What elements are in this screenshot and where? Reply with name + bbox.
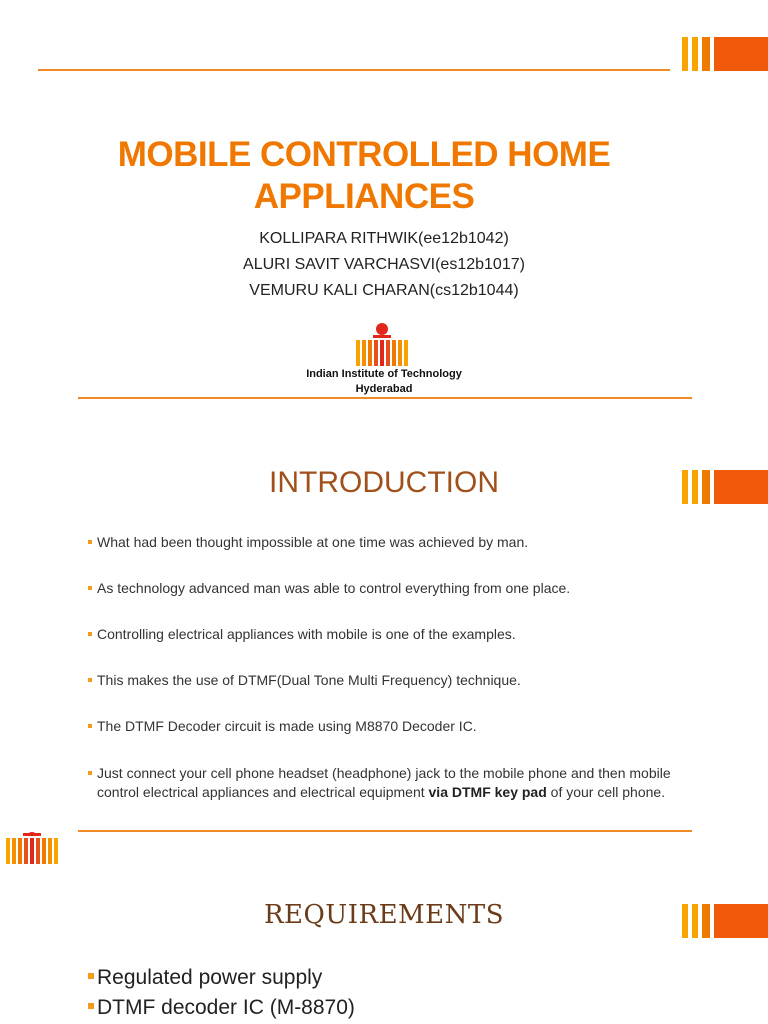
intro-bullet-list [88,717,698,736]
presentation-title: MOBILE CONTROLLED HOME APPLIANCES [117,135,611,216]
bullet-text: of your cell phone. [546,784,666,800]
introduction-slide [0,400,768,832]
institute-name: Indian Institute of Technology [306,368,462,380]
list-item: What had been thought impossible at one time was achieved by man. [88,533,698,552]
author-name: VEMURU KALI CHARAN(cs12b1044) [249,282,519,299]
slide-title: REQUIREMENTS [263,900,505,930]
title-slide [0,0,768,400]
intro-bullet-list [88,533,698,552]
list-item: DTMF decoder IC (M-8870) [88,993,355,1023]
bullet-text: Just connect your cell phone headset (headphone) jack to the mobile phone and then mobile control electrical appliances and electrical equipment [97,765,671,800]
iith-logo-icon [356,322,412,368]
author-list [0,226,768,304]
list-item [88,764,698,802]
intro-bullet-list [88,764,698,802]
intro-bullet-list [88,625,698,644]
list-item: The DTMF Decoder circuit is made using M8870 Decoder IC. [88,717,698,736]
top-rule [38,69,670,71]
institute-caption [234,367,534,397]
intro-bullet-list [88,671,698,690]
requirements-slide [0,832,768,1024]
list-item: This makes the use of DTMF(Dual Tone Multi Frequency) technique. [88,671,698,690]
intro-bullet-list [88,579,698,598]
author-name: ALURI SAVIT VARCHASVI(es12b1017) [243,256,525,273]
slide-title: INTRODUCTION [269,466,499,499]
iith-logo-icon [6,832,62,866]
bullet-emphasis: via DTMF key pad [428,784,547,800]
corner-stripes-decoration [682,37,768,71]
author-name: KOLLIPARA RITHWIK(ee12b1042) [259,230,509,247]
list-item: As technology advanced man was able to control everything from one place. [88,579,698,598]
list-item: Regulated power supply [88,963,355,993]
slide-divider [78,397,692,399]
requirements-list [88,963,355,1023]
institute-city: Hyderabad [355,383,413,395]
list-item: Controlling electrical appliances with mobile is one of the examples. [88,625,698,644]
